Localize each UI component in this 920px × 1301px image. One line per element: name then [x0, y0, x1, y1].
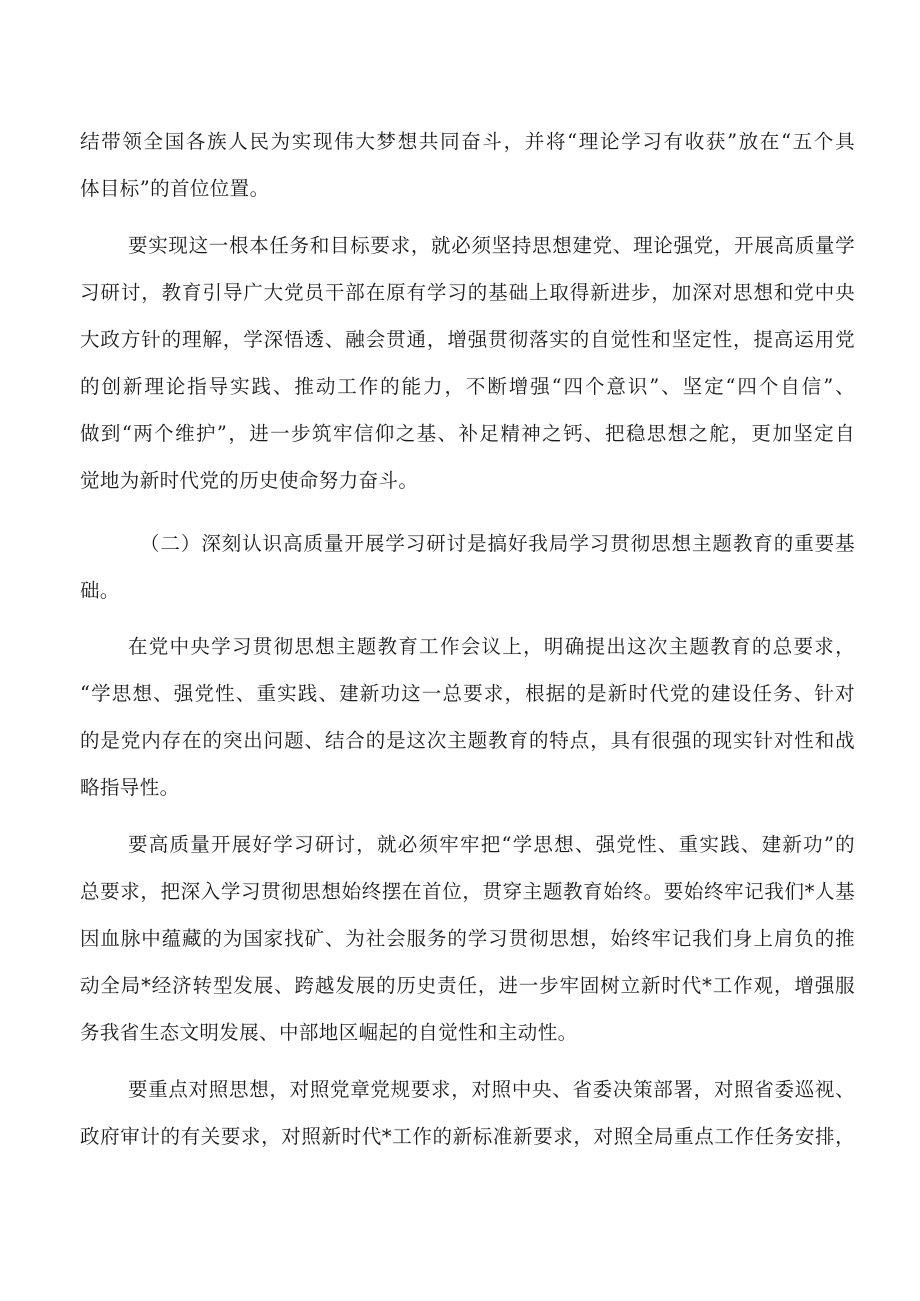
text-line: 在党中央学习贯彻思想主题教育工作会议上，明确提出这次主题教育的总要求， — [128, 635, 855, 658]
text-line: 的创新理论指导实践、推动工作的能力，不断增强“四个意识”、坚定“四个自信”、 — [80, 375, 855, 398]
text-line: “学思想、强党性、重实践、建新功这一总要求，根据的是新时代党的建设任务、针对 — [80, 682, 855, 705]
text-line: 略指导性。 — [80, 776, 180, 799]
text-line: 础。 — [80, 579, 120, 602]
text-line: 结带领全国各族人民为实现伟大梦想共同奋斗，并将“理论学习有收获”放在“五个具 — [80, 130, 855, 153]
text-line: 务我省生态文明发展、中部地区崛起的自觉性和主动性。 — [80, 1021, 578, 1044]
text-line: 因血脉中蕴藏的为国家找矿、为社会服务的学习贯彻思想，始终牢记我们身上肩负的推 — [80, 927, 855, 950]
text-line: 政府审计的有关要求，对照新时代*工作的新标准新要求，对照全局重点工作任务安排， — [80, 1125, 855, 1148]
text-line: 习研讨，教育引导广大党员干部在原有学习的基础上取得新进步，加深对思想和党中央 — [80, 281, 855, 304]
text-line: 的是党内存在的突出问题、结合的是这次主题教育的特点，具有很强的现实针对性和战 — [80, 729, 855, 752]
text-line: 要实现这一根本任务和目标要求，就必须坚持思想建党、理论强党，开展高质量学 — [128, 234, 855, 257]
text-line: 总要求，把深入学习贯彻思想始终摆在首位，贯穿主题教育始终。要始终牢记我们*人基 — [80, 880, 855, 903]
text-line: （二）深刻认识高质量开展学习研讨是搞好我局学习贯彻思想主题教育的重要基 — [140, 532, 855, 555]
text-line: 体目标”的首位位置。 — [80, 177, 270, 200]
text-line: 做到“两个维护”，进一步筑牢信仰之基、补足精神之钙、把稳思想之舵，更加坚定自 — [80, 422, 855, 445]
text-line: 要重点对照思想，对照党章党规要求，对照中央、省委决策部署，对照省委巡视、 — [128, 1078, 855, 1101]
text-line: 动全局*经济转型发展、跨越发展的历史责任，进一步牢固树立新时代*工作观，增强服 — [80, 974, 855, 997]
text-line: 要高质量开展好学习研讨，就必须牢牢把“学思想、强党性、重实践、建新功”的 — [128, 833, 855, 856]
text-line: 大政方针的理解，学深悟透、融会贯通，增强贯彻落实的自觉性和坚定性，提高运用党 — [80, 328, 855, 351]
text-line: 觉地为新时代党的历史使命努力奋斗。 — [80, 469, 419, 492]
